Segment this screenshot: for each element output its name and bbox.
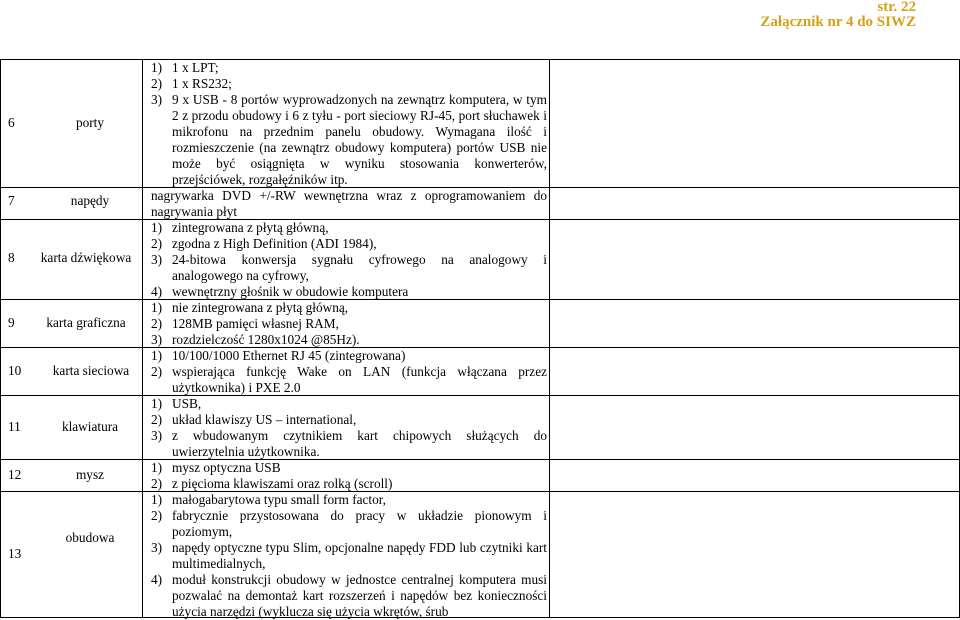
row-number: 10 xyxy=(8,363,22,378)
row-description xyxy=(151,492,547,620)
list-item: 3) z wbudowanym czytnikiem kart chipowych służących do uwierzytelnia użytkownika. xyxy=(151,428,547,459)
list-item: 2) zgodna z High Definition (ADI 1984), xyxy=(151,236,377,251)
list-item: 1) zintegrowana z płytą główną, xyxy=(151,220,329,235)
list-item: 3) 9 x USB - 8 portów wyprowadzonych na zewnątrz komputera, w tym 2 z przodu obudowy i 6 z tyłu - port sieciowy RJ-45, port słuchawek i mikrofonu na przednim panelu obudowy. Wymagana ilość i rozmieszczenie (na zewnątrz obudowy komputera) portów USB nie może być osiągnięta w wyniku stosowania konwerterów, przejściówek, rozgałęźników itp. xyxy=(151,92,547,187)
row-name: napędy xyxy=(70,193,110,208)
list-item: 2) fabrycznie przystosowana do pracy w układzie pionowym i poziomym, xyxy=(151,508,547,539)
list-item: 4) wewnętrzny głośnik w obudowie komputera xyxy=(151,284,409,299)
row-number: 8 xyxy=(8,250,15,265)
row-description xyxy=(151,300,547,348)
list-item: 2) układ klawiszy US – international, xyxy=(151,412,357,427)
list-item: 1) małogabarytowa typu small form factor, xyxy=(151,492,386,507)
list-item: 2) 128MB pamięci własnej RAM, xyxy=(151,316,339,331)
row-number: 13 xyxy=(8,546,22,561)
row-number: 6 xyxy=(8,115,15,130)
row-name: klawiatura xyxy=(61,419,119,434)
list-item: 4) moduł konstrukcji obudowy w jednostce centralnej komputera musi pozwalać na demontaż kart rozszerzeń i napędów bez konieczności użycia narzędzi (wyklucza się użycia wkrętów, śrub xyxy=(151,572,547,619)
list-item: 2) z pięcioma klawiszami oraz rolką (scroll) xyxy=(151,476,393,491)
row-description xyxy=(151,460,547,492)
row-description xyxy=(151,396,547,460)
row-description xyxy=(151,188,547,220)
list-item: 1) mysz optyczna USB xyxy=(151,460,281,475)
row-number: 11 xyxy=(8,419,21,434)
list-item: 2) wspierająca funkcję Wake on LAN (funkcja włączana przez użytkownika) i PXE 2.0 xyxy=(151,364,547,395)
row-name: karta graficzna xyxy=(46,315,126,330)
list-item: 1) 10/100/1000 Ethernet RJ 45 (zintegrowana) xyxy=(151,348,406,363)
row-number: 12 xyxy=(8,467,22,482)
row-description xyxy=(151,220,547,300)
list-item: 1) USB, xyxy=(151,396,202,411)
row-name: karta sieciowa xyxy=(52,363,130,378)
list-item: 3) napędy optyczne typu Slim, opcjonalne napędy FDD lub czytniki kart multimedialnych, xyxy=(151,540,547,571)
page-number: str. 22 xyxy=(877,0,916,15)
list-item: 2) 1 x RS232; xyxy=(151,76,232,91)
row-description xyxy=(151,60,547,188)
list-item: 3) rozdzielczość 1280x1024 @85Hz). xyxy=(151,332,360,347)
list-item: 3) 24-bitowa konwersja sygnału cyfrowego na analogowy i analogowego na cyfrowy, xyxy=(151,252,547,283)
row-number: 7 xyxy=(8,193,15,208)
row-description xyxy=(151,348,547,396)
row-name: porty xyxy=(75,115,105,130)
row-name: obudowa xyxy=(65,530,115,545)
list-item: 1) nie zintegrowana z płytą główną, xyxy=(151,300,349,315)
row-name: mysz xyxy=(75,467,105,482)
row-number: 9 xyxy=(8,315,15,330)
list-item: nagrywarka DVD +/-RW wewnętrzna wraz z oprogramowaniem do nagrywania płyt xyxy=(151,188,547,219)
annex-label: Załącznik nr 4 do SIWZ xyxy=(760,14,916,30)
row-name: karta dźwiękowa xyxy=(40,250,132,265)
list-item: 1) 1 x LPT; xyxy=(151,60,219,75)
